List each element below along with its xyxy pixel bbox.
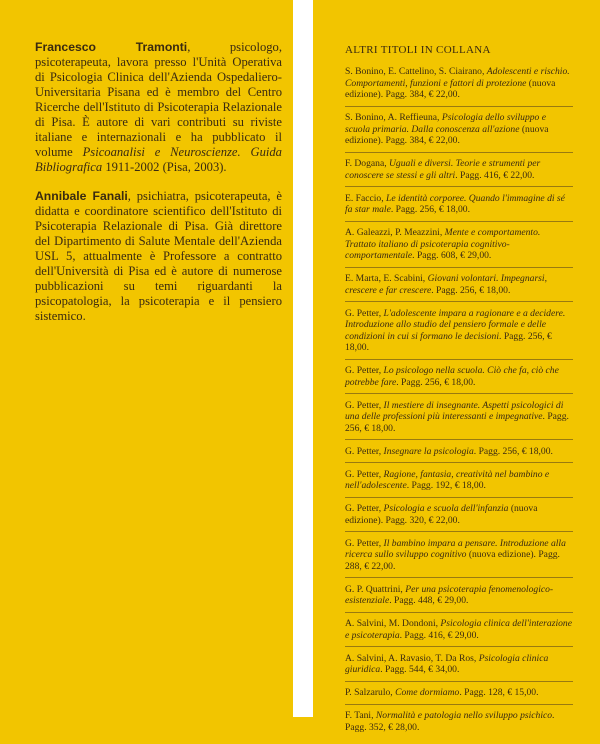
author-bios bbox=[35, 40, 282, 338]
series-list bbox=[345, 44, 573, 744]
book-details: . Pagg. 128, € 15,00. bbox=[459, 687, 539, 698]
book-authors: A. Galeazzi, P. Meazzini, bbox=[345, 227, 445, 238]
book-authors: S. Bonino, E. Cattelino, S. Ciairano, bbox=[345, 66, 487, 77]
book-title: Psicologia dello sviluppo e scuola primaria. Dalla conoscenza all'azione bbox=[345, 112, 547, 135]
book-details: . Pagg. 416, € 29,00. bbox=[399, 629, 479, 641]
book-entry bbox=[345, 446, 573, 464]
spine-divider bbox=[293, 0, 313, 717]
book-entry bbox=[345, 273, 573, 302]
book-title: Le identità corporee. Quando l'immagine di sé fa star male bbox=[345, 192, 565, 215]
book-details: . Pagg. 256, € 18,00. bbox=[431, 284, 511, 296]
book-title: Normalità e patologia nello sviluppo psichico bbox=[375, 710, 553, 721]
book-details: . Pagg. 256, € 18,00. bbox=[473, 445, 553, 457]
book-authors: S. Bonino, A. Reffieuna, bbox=[345, 112, 442, 123]
book-entry bbox=[345, 227, 573, 268]
bio-book-title: Psicoanalisi e Neuroscienze. Guida Bibliografica bbox=[35, 145, 282, 174]
book-authors: G. Petter, bbox=[345, 503, 384, 514]
book-details: (nuova edizione). Pagg. 320, € 22,00. bbox=[345, 503, 538, 526]
book-entry bbox=[345, 618, 573, 647]
bio-text-end: 1911-2002 (Pisa, 2003). bbox=[102, 160, 227, 174]
book-authors: G. Petter, bbox=[345, 365, 384, 376]
book-details: . Pagg. 352, € 28,00. bbox=[345, 710, 555, 733]
book-entry bbox=[345, 365, 573, 394]
book-details: . Pagg. 256, € 18,00. bbox=[396, 376, 476, 388]
book-authors: G. P. Quattrini, bbox=[345, 583, 406, 595]
book-details: . Pagg. 448, € 29,00. bbox=[389, 595, 469, 606]
book-authors: F. Tani, bbox=[345, 710, 376, 721]
book-authors: A. Salvini, A. Ravasio, T. Da Ros, bbox=[345, 652, 479, 664]
book-title: Mente e comportamento. Trattato italiano di psicoterapia cognitivo-comportamentale bbox=[345, 227, 541, 261]
book-title: L'adolescente impara a ragionare e a decidere. Introduzione allo studio del pensiero formale e delle condizioni in cui si formano le decisioni bbox=[345, 307, 566, 342]
book-entry bbox=[345, 503, 573, 532]
book-entry bbox=[345, 400, 573, 441]
book-authors: E. Faccio, bbox=[345, 192, 387, 204]
book-title: Lo psicologo nella scuola. Ciò che fa, ciò che potrebbe fare bbox=[345, 365, 559, 388]
bio-text: , psicologo, psicoterapeuta, lavora presso l'Unità Operativa di Psicologia Clinica dell'Azienda Ospedaliero-Universitaria Pisana ed è membro del Centro Ricerche dell'Istituto di Psicoterapia Relazionale di Pisa. È autore di vari contributi su riviste italiane e internazionali e ha pubblicato il volume bbox=[35, 40, 282, 159]
author-name: Francesco Tramonti bbox=[35, 40, 188, 54]
book-title: Il mestiere di insegnante. Aspetti psicologici di una delle professioni più interessanti e impegnative bbox=[345, 399, 564, 422]
book-details: (nuova edizione). Pagg. 384, € 22,00. bbox=[345, 123, 549, 146]
book-authors: G. Petter, bbox=[345, 307, 384, 319]
book-details: . Pagg. 256, € 18,00. bbox=[345, 411, 569, 434]
author-name: Annibale Fanali bbox=[35, 189, 128, 203]
book-details: . Pagg. 256, € 18,00. bbox=[345, 330, 552, 353]
book-authors: P. Salzarulo, bbox=[345, 687, 396, 698]
book-title: Insegnare la psicologia bbox=[383, 445, 474, 457]
book-title: Come dormiamo bbox=[395, 687, 460, 698]
book-details: . Pagg. 192, € 18,00. bbox=[406, 480, 486, 491]
book-authors: E. Marta, E. Scabini, bbox=[345, 273, 428, 284]
book-entry bbox=[345, 469, 573, 498]
book-details: (nuova edizione). Pagg. 384, € 22,00. bbox=[345, 77, 556, 100]
book-title: Uguali e diversi. Teorie e strumenti per conoscere se stessi e gli altri bbox=[345, 158, 541, 181]
book-title: Adolescenti e rischio. Comportamenti, funzioni e fattori di protezione bbox=[345, 66, 570, 89]
book-title: Giovani volontari. Impegnarsi, crescere e far crescere bbox=[345, 273, 547, 296]
book-authors: G. Petter, bbox=[345, 399, 384, 411]
book-title: Per una psicoterapia fenomenologico-esistenziale bbox=[345, 583, 554, 606]
book-details: . Pagg. 416, € 22,00. bbox=[455, 169, 535, 181]
book-entry bbox=[345, 653, 573, 682]
book-title: Ragione, fantasia, creatività nel bambino e nell'adolescente bbox=[345, 468, 550, 491]
book-authors: F. Dogana, bbox=[345, 158, 389, 169]
book-entry bbox=[345, 538, 573, 579]
book-entry bbox=[345, 584, 573, 613]
bio-text: , psichiatra, psicoterapeuta, è didatta e coordinatore scientifico dell'Istituto di Psicoterapia Relazionale di Pisa. Già direttore del Dipartimento di Salute Mentale dell'Azienda USL 5, attualmente è Professore a contratto dell'Università di Pisa ed è autore di numerose pubblicazioni su temi riguardanti la psicopatologia, la psicoterapia e il pensiero sistemico. bbox=[35, 189, 282, 323]
book-authors: G. Petter, bbox=[345, 445, 384, 457]
book-details: . Pagg. 608, € 29,00. bbox=[412, 250, 492, 261]
book-entry bbox=[345, 158, 573, 187]
book-authors: A. Salvini, M. Dondoni, bbox=[345, 618, 441, 629]
book-entry bbox=[345, 710, 573, 738]
book-details: (nuova edizione). Pagg. 288, € 22,00. bbox=[345, 549, 560, 572]
book-details: . Pagg. 544, € 34,00. bbox=[380, 664, 460, 675]
book-title: Il bambino impara a pensare. Introduzione alla ricerca sullo sviluppo cognitivo bbox=[345, 537, 566, 560]
book-list bbox=[345, 66, 573, 738]
book-entry bbox=[345, 308, 573, 360]
book-entry bbox=[345, 687, 573, 705]
book-entry bbox=[345, 193, 573, 222]
series-heading: ALTRI TITOLI IN COLLANA bbox=[345, 44, 491, 56]
book-authors: G. Petter, bbox=[345, 537, 384, 549]
book-authors: G. Petter, bbox=[345, 468, 384, 480]
book-entry bbox=[345, 112, 573, 153]
book-title: Psicologia e scuola dell'infanzia bbox=[383, 503, 509, 514]
book-details: . Pagg. 256, € 18,00. bbox=[390, 204, 470, 215]
author-bio bbox=[35, 40, 282, 175]
book-title: Psicologia clinica giuridica bbox=[345, 652, 549, 675]
book-title: Psicologia clinica dell'interazione e psicoterapia bbox=[345, 618, 572, 641]
author-bio bbox=[35, 189, 282, 324]
book-entry bbox=[345, 66, 573, 107]
